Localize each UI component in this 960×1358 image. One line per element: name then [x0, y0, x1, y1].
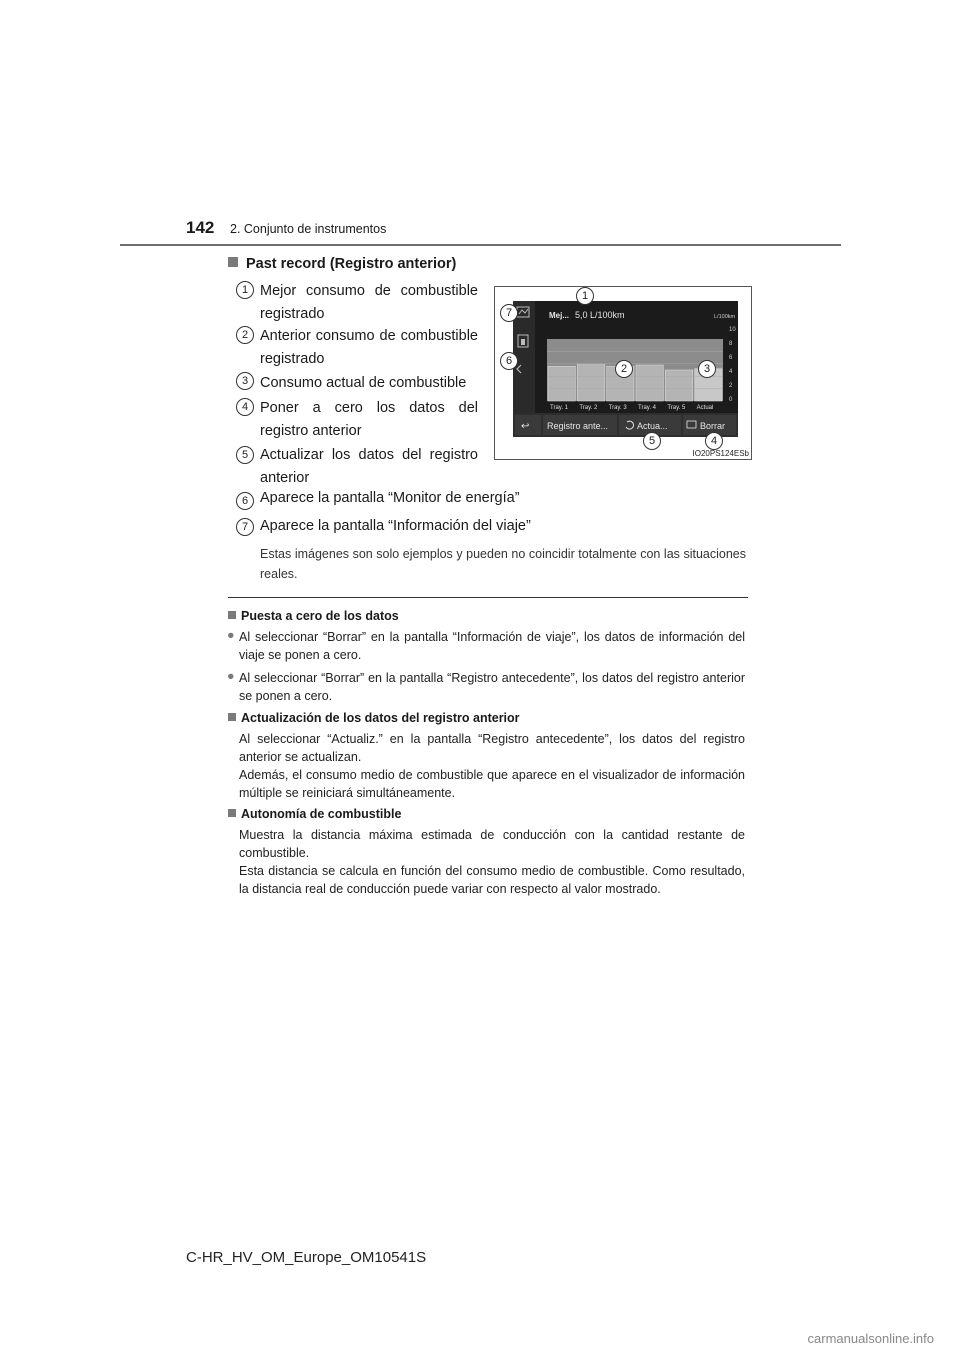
trip-bar [548, 366, 575, 401]
item-text-1: Mejor consumo de combustible registrado [260, 283, 478, 322]
unit-label: L/100km [714, 314, 736, 320]
trip-label: Tray. 3 [608, 405, 627, 411]
trip-bar [636, 365, 663, 401]
item-number-2: 2 [236, 326, 254, 344]
trip-label: Tray. 4 [638, 405, 657, 411]
item-number-6: 6 [236, 492, 254, 510]
circle-bullet-icon: ● [227, 628, 235, 642]
square-bullet-icon [228, 809, 236, 817]
note-heading-update-text: Actualización de los datos del registro anterior [241, 711, 520, 725]
y-tick-label: 8 [729, 341, 733, 347]
chapter-title: 2. Conjunto de instrumentos [230, 222, 387, 236]
back-button[interactable] [515, 415, 541, 435]
item-number-7: 7 [236, 518, 254, 536]
section-title [228, 256, 456, 272]
range-paragraph-1: Muestra la distancia máxima estimada de conducción con la cantidad restante de combustible. [239, 828, 745, 860]
callout-4: 4 [705, 432, 723, 450]
section-divider [228, 597, 748, 598]
y-tick-label: 10 [729, 327, 736, 333]
callout-2: 2 [615, 360, 633, 378]
screen-figure [494, 286, 752, 460]
range-paragraph [239, 826, 745, 898]
item-text-6: Aparece la pantalla “Monitor de energía” [260, 490, 520, 506]
item-number-1: 1 [236, 281, 254, 299]
item-text-3: Consumo actual de combustible [260, 375, 467, 391]
note-heading-update [228, 711, 520, 725]
header-divider [120, 244, 841, 246]
item-number-3: 3 [236, 372, 254, 390]
y-tick-label: 6 [729, 355, 733, 361]
best-label: Mej... [549, 311, 570, 320]
item-text-2: Anterior consumo de combustible registrado [260, 328, 478, 367]
item-number-5: 5 [236, 446, 254, 464]
registro-tab[interactable] [543, 415, 617, 435]
callout-7: 7 [500, 304, 518, 322]
reset-label: Borrar [700, 421, 726, 431]
trip-label: Tray. 1 [550, 405, 569, 411]
watermark: carmanualsonline.info [807, 1331, 934, 1346]
trip-label: Tray. 2 [579, 405, 598, 411]
disclaimer-note: Estas imágenes son solo ejemplos y pueden no coincidir totalmente con las situaciones reales. [260, 547, 746, 581]
registro-label: Registro ante... [547, 421, 609, 431]
update-paragraph-2: Además, el consumo medio de combustible que aparece en el visualizador de información múltiple se reiniciará simultáneamente. [239, 768, 745, 800]
item-text-5: Actualizar los datos del registro anterior [260, 447, 478, 486]
note-heading-range [228, 807, 401, 821]
item-text-4: Poner a cero los datos del registro anterior [260, 400, 478, 439]
note-heading-reset-text: Puesta a cero de los datos [241, 609, 399, 623]
trip-label: Actual [696, 405, 714, 411]
back-icon: ↩ [521, 421, 530, 432]
square-bullet-icon [228, 713, 236, 721]
y-tick-label: 4 [729, 369, 733, 375]
circle-bullet-icon: ● [227, 669, 235, 683]
best-value: 5,0 L/100km [575, 310, 625, 320]
y-tick-label: 2 [729, 383, 733, 389]
update-label: Actua... [637, 421, 668, 431]
figure-code: IO20PS124ESb [692, 449, 749, 458]
footer-doc-id: C-HR_HV_OM_Europe_OM10541S [186, 1249, 427, 1266]
callout-3: 3 [698, 360, 716, 378]
trip-label: Tray. 5 [667, 405, 686, 411]
item-number-4: 4 [236, 398, 254, 416]
note-heading-range-text: Autonomía de combustible [241, 807, 402, 821]
square-bullet-icon [228, 611, 236, 619]
update-paragraph [239, 730, 745, 802]
y-tick-label: 0 [729, 397, 733, 403]
update-paragraph-1: Al seleccionar “Actualiz.” en la pantalla “Registro antecedente”, los datos del registro anterior se actualizan. [239, 732, 745, 764]
page-number: 142 [186, 218, 215, 237]
callout-1: 1 [576, 287, 594, 305]
bullet-text-1: Al seleccionar “Borrar” en la pantalla “Información de viaje”, los datos de información del viaje se ponen a cero. [239, 630, 745, 662]
callout-5: 5 [643, 432, 661, 450]
section-title-text: Past record (Registro anterior) [246, 256, 457, 272]
item-text-7: Aparece la pantalla “Información del viaje” [260, 518, 531, 534]
trip-bar [577, 364, 604, 401]
bullet-text-2: Al seleccionar “Borrar” en la pantalla “Registro antecedente”, los datos del registro anterior se ponen a cero. [239, 671, 745, 703]
square-bullet-icon [228, 257, 238, 267]
callout-6: 6 [500, 352, 518, 370]
trip-bar [665, 370, 692, 401]
range-paragraph-2: Esta distancia se calcula en función del consumo medio de combustible. Como resultado, la distancia real de conducción puede variar con respecto al valor mostrado. [239, 864, 745, 896]
note-heading-reset [228, 609, 399, 623]
